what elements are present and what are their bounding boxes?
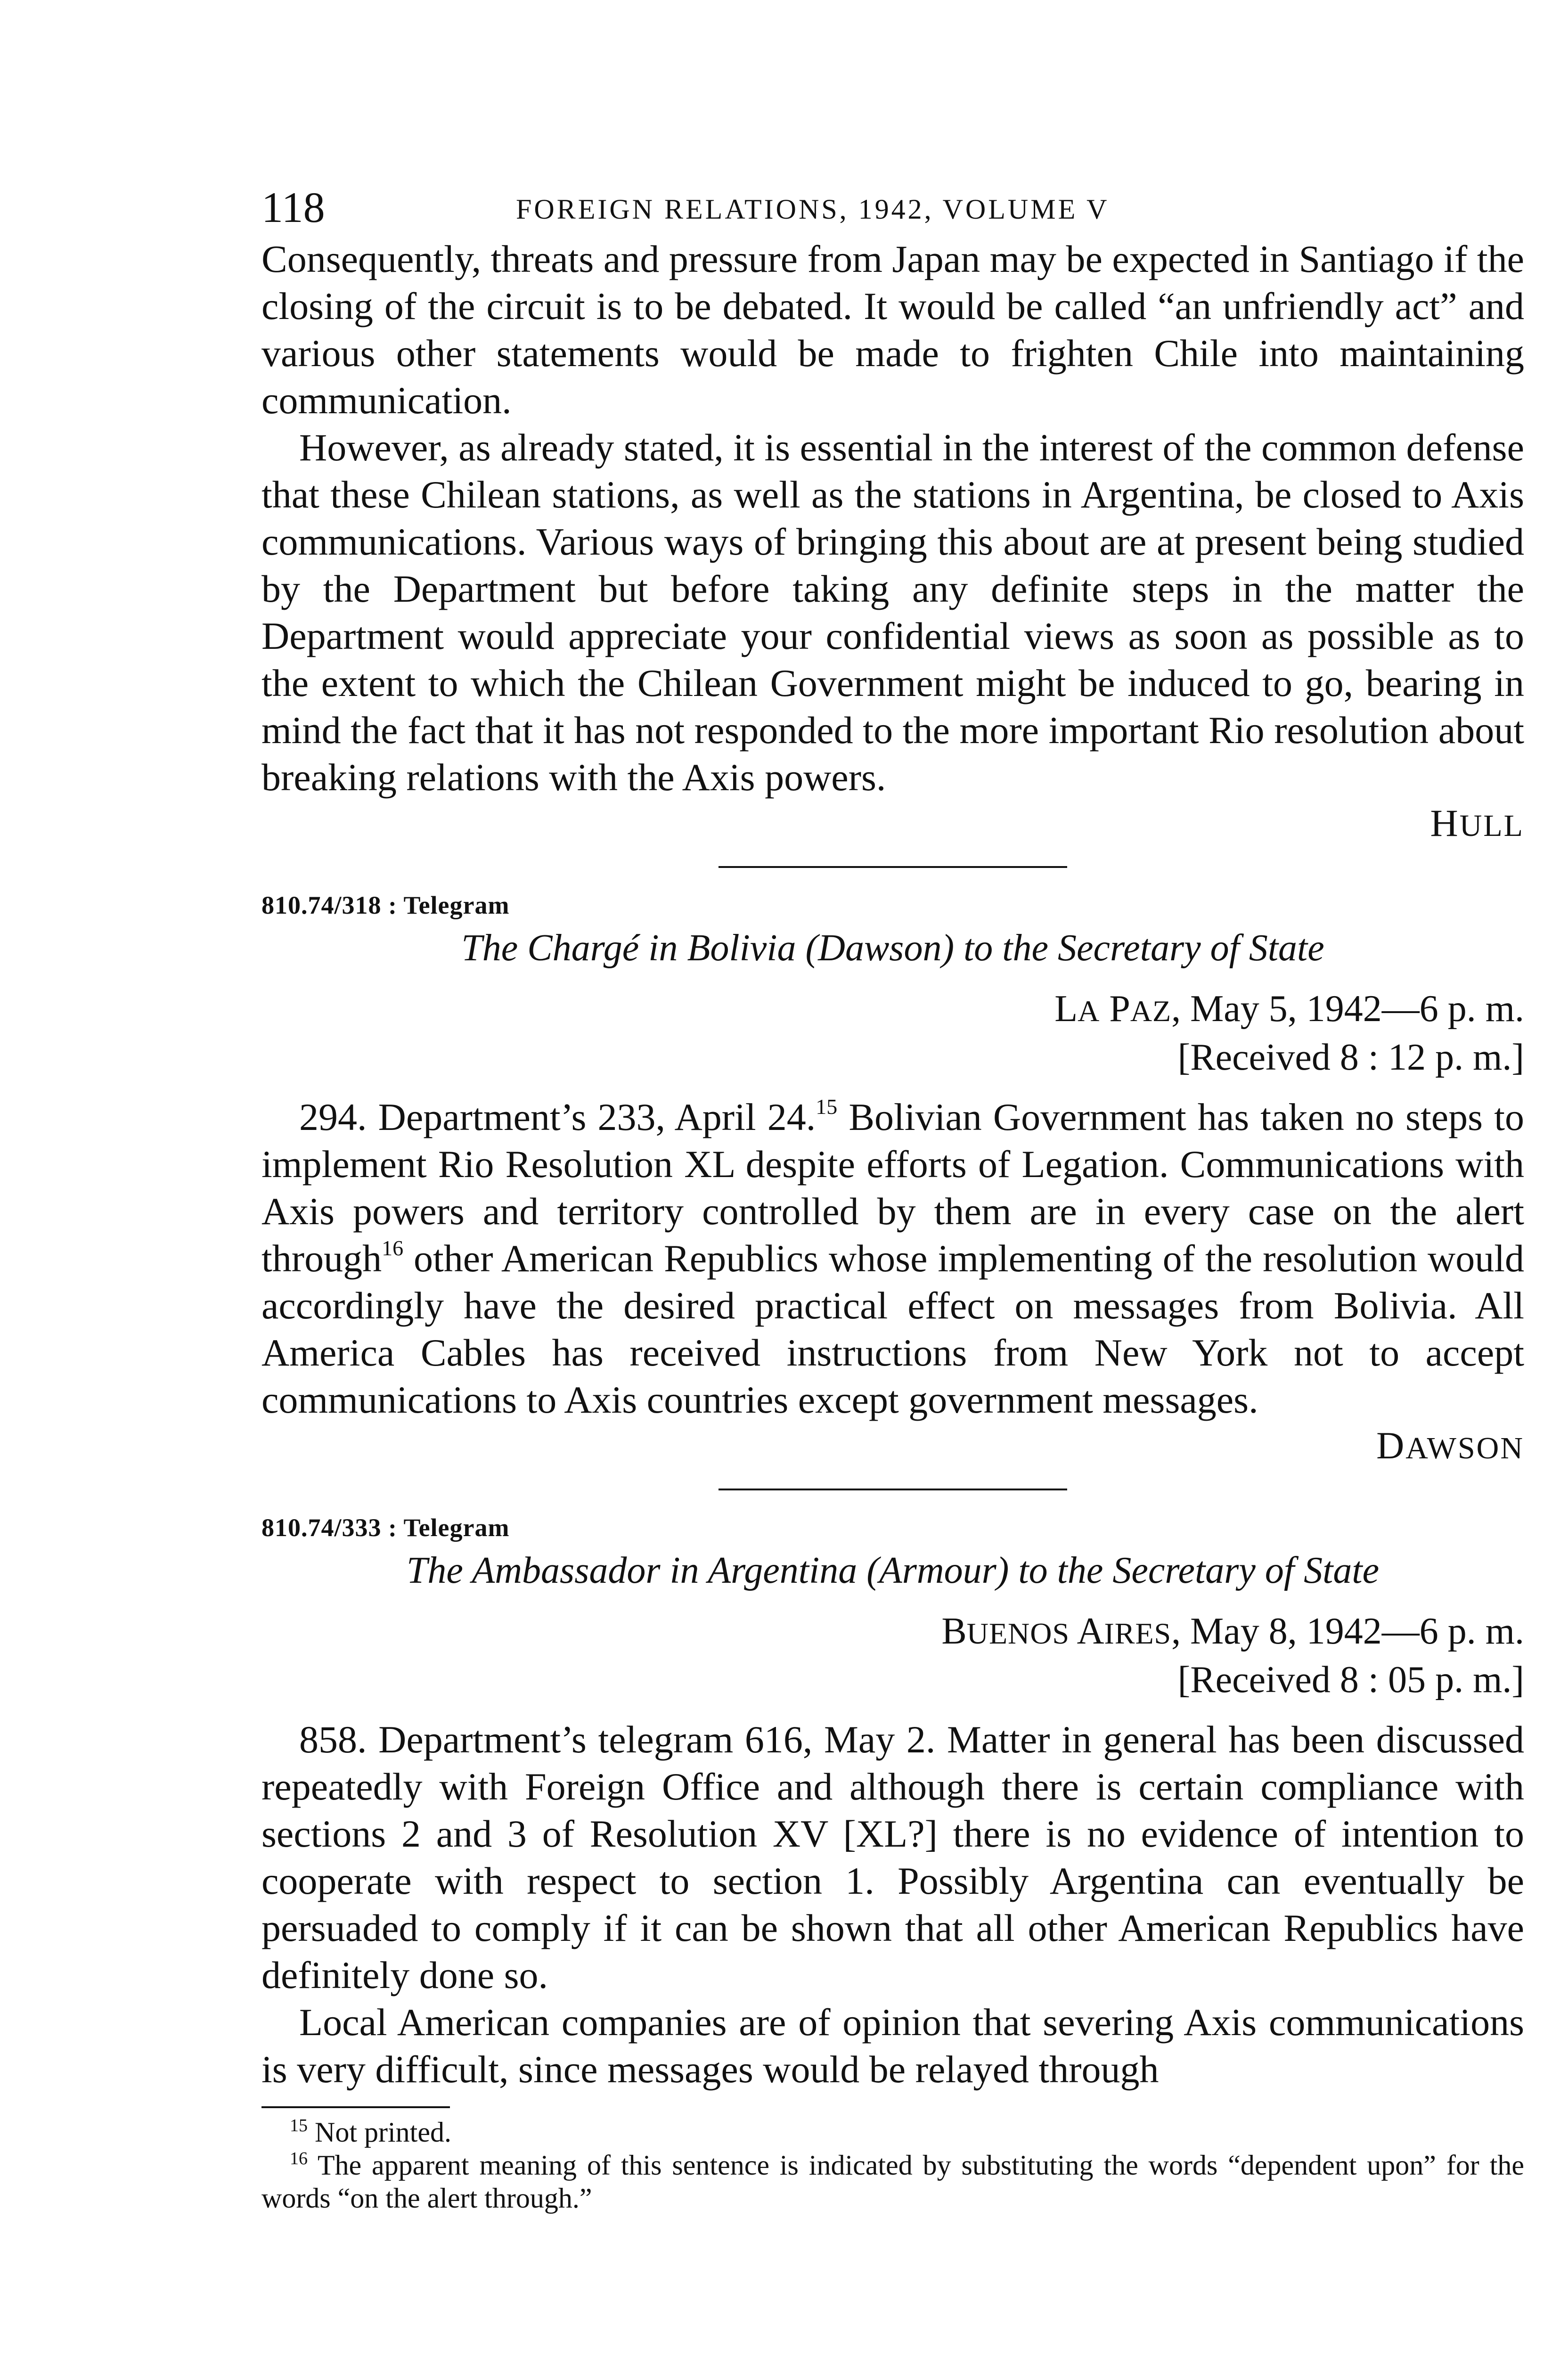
- running-head: [261, 184, 1524, 236]
- place-rest-2: IRES: [1104, 1617, 1172, 1650]
- place-initial-2: P: [1109, 988, 1130, 1030]
- text-run: 294. Department’s 233, April 24.: [299, 1096, 816, 1138]
- paragraph: However, as already stated, it is essential in the interest of the common defense that these Chilean stations, as well as the stations in Argentina, be closed to Axis communications. Various ways of bringing this about are at present being studied by the Department but before taking any definite steps in the matter the Department would appreciate your confidential views as soon as possible as to the extent to which the Chilean Government might be induced to go, bearing in mind the fact that it has not responded to the more important Rio resolution about breaking relations with the Axis powers.: [261, 426, 1524, 799]
- page-number: 118: [261, 183, 325, 231]
- place-rest-2: AZ: [1130, 994, 1172, 1028]
- footnote-ref: 15: [816, 1095, 838, 1119]
- text-run: other American Republics whose implementing of the resolution would accordingly have the desired practical effect on messages from Bolivia. All America Cables has received instructions from New York not to accept communications to Axis countries except government messages.: [261, 1237, 1524, 1421]
- text-run: Bolivian Government has taken no steps to implement Rio Resolution XL despite efforts of Legation. Communications with Axis powers and territory controlled by them are in every case on the alert through: [261, 1096, 1524, 1280]
- section-divider: [719, 1489, 1067, 1490]
- date: , May 5, 1942—6 p. m.: [1171, 988, 1524, 1030]
- footnote: [261, 2149, 1524, 2215]
- place-initial-2: A: [1077, 1611, 1104, 1652]
- document-page: [261, 184, 1524, 2215]
- received-time: [Received 8 : 05 p. m.]: [1177, 1659, 1524, 1701]
- signature-rest: AWSON: [1405, 1431, 1524, 1465]
- file-reference: 810.74/333 : Telegram: [261, 1513, 510, 1542]
- paragraph: Consequently, threats and pressure from Japan may be expected in Santiago if the closing of the circuit is to be debated. It would be called “an unfriendly act” and various other statements would be made to frighten Chile into maintaining communication.: [261, 237, 1524, 422]
- paragraph: [261, 1094, 1524, 1423]
- signature-initial: D: [1376, 1424, 1406, 1467]
- received-time: [Received 8 : 12 p. m.]: [1177, 1037, 1524, 1078]
- place-initial: L: [1054, 988, 1078, 1030]
- document-title: The Ambassador in Argentina (Armour) to the Secretary of State: [406, 1550, 1380, 1591]
- footnote-mark: 16: [290, 2149, 308, 2168]
- footnote-mark: 15: [290, 2116, 308, 2135]
- paragraph: Local American companies are of opinion that severing Axis communications is very difficult, since messages would be relayed through: [261, 2001, 1524, 2091]
- place-rest: UENOS: [966, 1617, 1070, 1650]
- dateline: [261, 986, 1524, 1034]
- footnote-divider: [261, 2106, 450, 2108]
- place-rest: A: [1078, 994, 1100, 1028]
- dateline: [261, 1608, 1524, 1657]
- date: , May 8, 1942—6 p. m.: [1171, 1611, 1524, 1652]
- section-divider: [719, 866, 1067, 868]
- footnote: [261, 2116, 1524, 2149]
- footnote-text: Not printed.: [308, 2117, 451, 2148]
- signature-hull: [261, 802, 1524, 847]
- signature-rest: ULL: [1459, 809, 1524, 843]
- document-title: The Chargé in Bolivia (Dawson) to the Secretary of State: [461, 927, 1324, 969]
- signature-initial: H: [1430, 802, 1460, 844]
- place-initial: B: [941, 1611, 967, 1652]
- footnote-text: The apparent meaning of this sentence is indicated by substituting the words “dependent upon” for the words “on the alert through.”: [261, 2150, 1524, 2214]
- footnote-ref: 16: [382, 1236, 404, 1260]
- running-title: FOREIGN RELATIONS, 1942, VOLUME V: [516, 194, 1110, 225]
- signature-dawson: [261, 1424, 1524, 1470]
- file-reference: 810.74/318 : Telegram: [261, 891, 510, 919]
- paragraph: 858. Department’s telegram 616, May 2. Matter in general has been discussed repeatedly with Foreign Office and although there is certain compliance with sections 2 and 3 of Resolution XV [XL?] there is no evidence of intention to cooperate with respect to section 1. Possibly Argentina can eventually be persuaded to comply if it can be shown that all other American Republics have definitely done so.: [261, 1718, 1524, 1996]
